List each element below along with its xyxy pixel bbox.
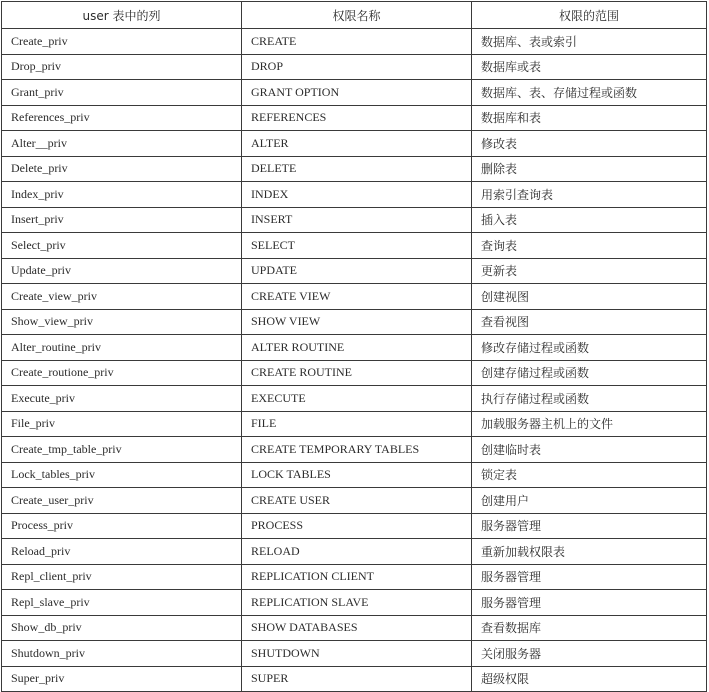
cell-privilege-name: UPDATE [242,258,472,284]
table-row [2,360,707,386]
cell-privilege-scope: 查询表 [472,233,707,259]
cell-privilege-scope: 查看数据库 [472,615,707,641]
cell-privilege-name: DROP [242,54,472,80]
cell-privilege-scope: 重新加载权限表 [472,539,707,565]
cell-user-column: Shutdown_priv [2,641,242,667]
cell-privilege-name: LOCK TABLES [242,462,472,488]
cell-user-column: Create_user_priv [2,488,242,514]
cell-privilege-scope: 服务器管理 [472,513,707,539]
table-header-row [2,2,707,29]
cell-user-column: Repl_client_priv [2,564,242,590]
cell-privilege-name: REPLICATION CLIENT [242,564,472,590]
cell-user-column: Insert_priv [2,207,242,233]
cell-privilege-scope: 数据库、表、存储过程或函数 [472,80,707,106]
cell-user-column: Drop_priv [2,54,242,80]
table-row [2,590,707,616]
cell-privilege-name: CREATE VIEW [242,284,472,310]
cell-privilege-name: FILE [242,411,472,437]
cell-privilege-scope: 更新表 [472,258,707,284]
cell-privilege-name: PROCESS [242,513,472,539]
table-row [2,641,707,667]
cell-privilege-scope: 执行存储过程或函数 [472,386,707,412]
table-row [2,284,707,310]
table-row [2,666,707,692]
cell-privilege-name: CREATE USER [242,488,472,514]
cell-privilege-scope: 关闭服务器 [472,641,707,667]
table-row [2,539,707,565]
cell-privilege-name: CREATE ROUTINE [242,360,472,386]
cell-user-column: Super_priv [2,666,242,692]
cell-privilege-scope: 加载服务器主机上的文件 [472,411,707,437]
cell-privilege-name: REFERENCES [242,105,472,131]
cell-privilege-name: SHOW VIEW [242,309,472,335]
cell-privilege-name: INSERT [242,207,472,233]
table-row [2,386,707,412]
table-row [2,309,707,335]
table-row [2,233,707,259]
cell-privilege-name: EXECUTE [242,386,472,412]
cell-user-column: Alter__priv [2,131,242,157]
cell-privilege-name: ALTER ROUTINE [242,335,472,361]
cell-privilege-name: GRANT OPTION [242,80,472,106]
cell-privilege-scope: 删除表 [472,156,707,182]
cell-user-column: Delete_priv [2,156,242,182]
cell-user-column: File_priv [2,411,242,437]
header-privilege-scope: 权限的范围 [472,2,707,29]
cell-user-column: Select_priv [2,233,242,259]
cell-privilege-scope: 创建视图 [472,284,707,310]
cell-privilege-scope: 数据库或表 [472,54,707,80]
cell-privilege-scope: 锁定表 [472,462,707,488]
table-row [2,131,707,157]
table-row [2,564,707,590]
table-row [2,411,707,437]
cell-privilege-scope: 服务器管理 [472,590,707,616]
cell-privilege-scope: 创建临时表 [472,437,707,463]
cell-privilege-name: DELETE [242,156,472,182]
cell-privilege-scope: 修改表 [472,131,707,157]
table-row [2,462,707,488]
table-row [2,54,707,80]
table-row [2,335,707,361]
table-row [2,182,707,208]
privilege-table [1,1,707,692]
table-row [2,156,707,182]
header-user-column: user 表中的列 [2,2,242,29]
table-row [2,105,707,131]
cell-privilege-scope: 修改存储过程或函数 [472,335,707,361]
cell-user-column: Create_view_priv [2,284,242,310]
table-row [2,615,707,641]
cell-user-column: Process_priv [2,513,242,539]
cell-user-column: Execute_priv [2,386,242,412]
cell-user-column: Update_priv [2,258,242,284]
cell-privilege-scope: 创建存储过程或函数 [472,360,707,386]
table-row [2,258,707,284]
cell-privilege-name: INDEX [242,182,472,208]
cell-privilege-scope: 数据库和表 [472,105,707,131]
cell-privilege-scope: 用索引查询表 [472,182,707,208]
table-row [2,488,707,514]
cell-user-column: Create_tmp_table_priv [2,437,242,463]
cell-user-column: Repl_slave_priv [2,590,242,616]
cell-privilege-scope: 数据库、表或索引 [472,29,707,55]
cell-privilege-name: SHOW DATABASES [242,615,472,641]
cell-user-column: Alter_routine_priv [2,335,242,361]
table-row [2,29,707,55]
cell-privilege-scope: 创建用户 [472,488,707,514]
header-privilege-name: 权限名称 [242,2,472,29]
cell-privilege-scope: 服务器管理 [472,564,707,590]
cell-privilege-name: ALTER [242,131,472,157]
cell-user-column: Lock_tables_priv [2,462,242,488]
table-row [2,437,707,463]
table-row [2,513,707,539]
cell-privilege-name: CREATE TEMPORARY TABLES [242,437,472,463]
cell-privilege-scope: 超级权限 [472,666,707,692]
cell-privilege-name: SHUTDOWN [242,641,472,667]
cell-privilege-name: CREATE [242,29,472,55]
table-body [2,29,707,692]
cell-privilege-name: SELECT [242,233,472,259]
cell-privilege-scope: 插入表 [472,207,707,233]
cell-user-column: Grant_priv [2,80,242,106]
cell-privilege-scope: 查看视图 [472,309,707,335]
cell-user-column: Show_db_priv [2,615,242,641]
cell-privilege-name: SUPER [242,666,472,692]
table-row [2,207,707,233]
cell-user-column: References_priv [2,105,242,131]
cell-user-column: Reload_priv [2,539,242,565]
cell-privilege-name: REPLICATION SLAVE [242,590,472,616]
cell-privilege-name: RELOAD [242,539,472,565]
table-row [2,80,707,106]
cell-user-column: Index_priv [2,182,242,208]
cell-user-column: Create_routione_priv [2,360,242,386]
cell-user-column: Show_view_priv [2,309,242,335]
cell-user-column: Create_priv [2,29,242,55]
